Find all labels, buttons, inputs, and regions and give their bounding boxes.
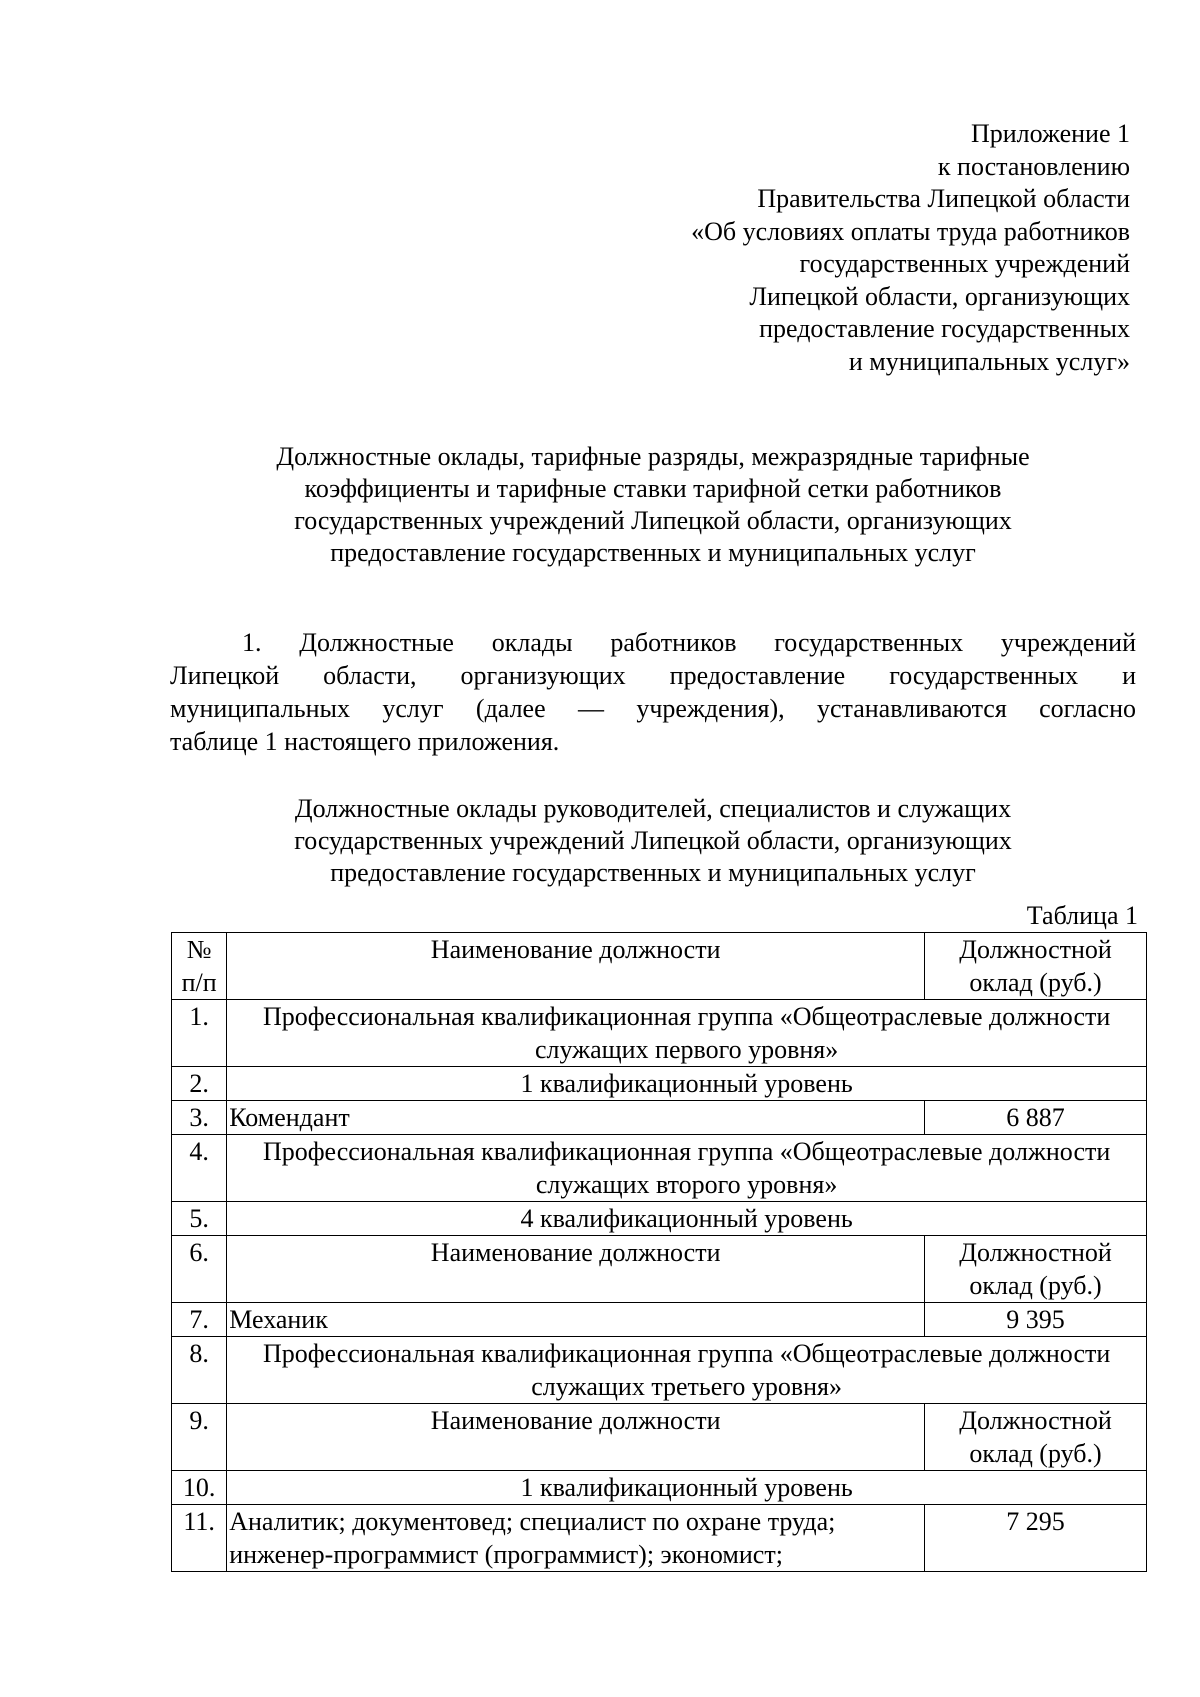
salary-cell: 7 295 [925,1505,1147,1572]
table-row [172,1337,1147,1404]
appendix-line: предоставление государственных [759,314,1130,343]
position-cell: Аналитик; документовед; специалист по охране труда; инженер-программист (программист); экономист; [227,1505,925,1572]
row-num: 9. [172,1404,227,1471]
table-caption: Таблица 1 [1026,901,1138,930]
document-title [170,441,1136,569]
row-num: 6. [172,1236,227,1303]
paragraph-line: 1. Должностные оклады работников государственных учреждений [242,628,1136,657]
row-num: 10. [172,1471,227,1505]
position-header-cell: Наименование должности [227,1236,925,1303]
level-cell: 1 квалификационный уровень [227,1471,1147,1505]
appendix-line: Правительства Липецкой области [757,184,1130,213]
table-row [172,1404,1147,1471]
level-cell: 4 квалификационный уровень [227,1202,1147,1236]
appendix-line: Приложение 1 [970,119,1130,148]
appendix-header [691,118,1130,378]
row-num: 4. [172,1135,227,1202]
row-num: 2. [172,1067,227,1101]
title-line: Должностные оклады, тарифные разряды, межразрядные тарифные [276,442,1030,471]
paragraph-line: муниципальных услуг (далее — учреждения), устанавливаются согласно [170,694,1136,723]
salary-header-cell: Должностной оклад (руб.) [925,1236,1147,1303]
row-num: 3. [172,1101,227,1135]
table-row [172,1101,1147,1135]
header-num: № п/п [172,933,227,1000]
table-row [172,1067,1147,1101]
row-num: 7. [172,1303,227,1337]
position-header-cell: Наименование должности [227,1404,925,1471]
appendix-line: «Об условиях оплаты труда работников [691,216,1130,246]
position-cell: Механик [227,1303,925,1337]
title-line: предоставление государственных и муниципальных услуг [330,538,976,567]
table-title-line: предоставление государственных и муниципальных услуг [330,858,976,887]
salary-table [171,932,1147,1572]
table-row [172,1236,1147,1303]
salary-cell: 9 395 [925,1303,1147,1337]
table-row [172,1471,1147,1505]
group-cell: Профессиональная квалификационная группа «Общеотраслевые должности служащих второго уровня» [227,1135,1147,1202]
position-cell: Комендант [227,1101,925,1135]
group-cell: Профессиональная квалификационная группа «Общеотраслевые должности служащих третьего уровня» [227,1337,1147,1404]
title-line: коэффициенты и тарифные ставки тарифной сетки работников [304,474,1002,503]
table-header-row [172,933,1147,1000]
appendix-line: к постановлению [937,151,1130,181]
table-row [172,1202,1147,1236]
row-num: 8. [172,1337,227,1404]
salary-header-cell: Должностной оклад (руб.) [925,1404,1147,1471]
table-row [172,1303,1147,1337]
table-row [172,1505,1147,1572]
table-row [172,1000,1147,1067]
appendix-line: Липецкой области, организующих [749,281,1130,311]
row-num: 1. [172,1000,227,1067]
table-title-line: Должностные оклады руководителей, специалистов и служащих [294,794,1012,823]
level-cell: 1 квалификационный уровень [227,1067,1147,1101]
row-num: 5. [172,1202,227,1236]
salary-cell: 6 887 [925,1101,1147,1135]
table-title-line: государственных учреждений Липецкой области, организующих [294,826,1012,855]
group-cell: Профессиональная квалификационная группа «Общеотраслевые должности служащих первого уровня» [227,1000,1147,1067]
paragraph-line: таблице 1 настоящего приложения. [170,727,560,756]
header-name: Наименование должности [227,933,925,1000]
body-paragraph [170,626,1136,758]
header-salary: Должностной оклад (руб.) [925,933,1147,1000]
title-line: государственных учреждений Липецкой области, организующих [294,506,1012,535]
paragraph-line: Липецкой области, организующих предоставление государственных и [170,661,1136,690]
table-row [172,1135,1147,1202]
row-num: 11. [172,1505,227,1572]
appendix-line: и муниципальных услуг» [848,346,1130,376]
table-title [170,793,1136,889]
appendix-line: государственных учреждений [799,249,1130,278]
